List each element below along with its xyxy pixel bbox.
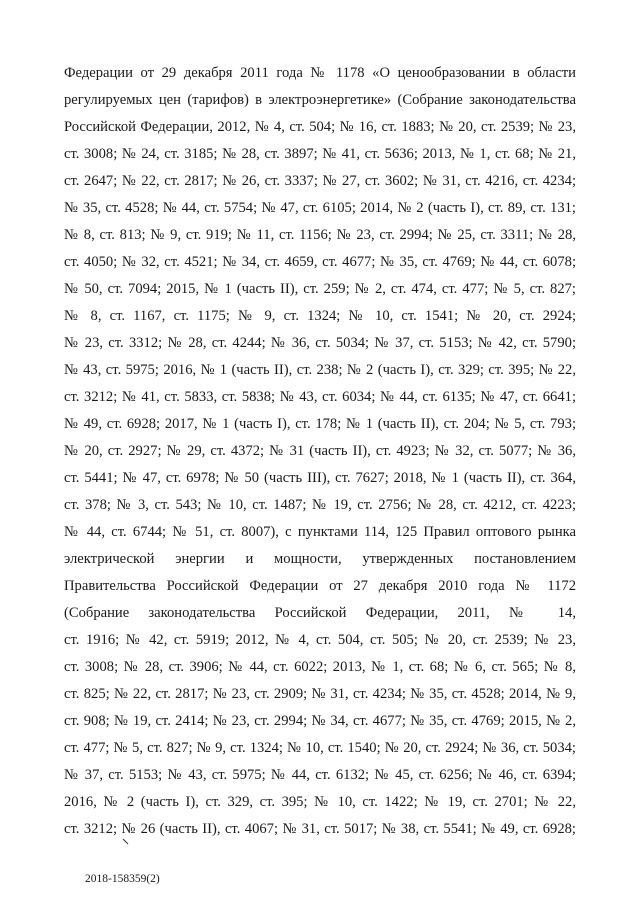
text-line: электрической энергии и мощности, утвержденных постановлением (64, 551, 576, 567)
text-line: № 50, ст. 7094; 2015, № 1 (часть II), ст. 259; № 2, ст. 474, ст. 477; № 5, ст. 827; (64, 281, 576, 297)
text-line: ст. 5441; № 47, ст. 6978; № 50 (часть III), ст. 7627; 2018, № 1 (часть II), ст. 364, (64, 470, 576, 486)
text-line: № 37, ст. 5153; № 43, ст. 5975; № 44, ст. 6132; № 45, ст. 6256; № 46, ст. 6394; (64, 767, 576, 783)
text-line: № 20, ст. 2927; № 29, ст. 4372; № 31 (часть II), ст. 4923; № 32, ст. 5077; № 36, (64, 443, 576, 459)
text-line: № 8, ст. 813; № 9, ст. 919; № 11, ст. 1156; № 23, ст. 2994; № 25, ст. 3311; № 28, (64, 227, 576, 243)
text-line: (Собрание законодательства Российской Федерации, 2011, № 14, (64, 605, 576, 621)
text-line: Российской Федерации, 2012, № 4, ст. 504; № 16, ст. 1883; № 20, ст. 2539; № 23, (64, 119, 576, 135)
text-line: № 8, ст. 1167, ст. 1175; № 9, ст. 1324; № 10, ст. 1541; № 20, ст. 2924; (64, 308, 576, 324)
text-line: № 43, ст. 5975; 2016, № 1 (часть II), ст. 238; № 2 (часть I), ст. 329; ст. 395; № 22, (64, 362, 576, 378)
body-text (64, 60, 576, 843)
text-line: ст. 378; № 3, ст. 543; № 10, ст. 1487; № 19, ст. 2756; № 28, ст. 4212, ст. 4223; (64, 497, 576, 513)
text-line: регулируемых цен (тарифов) в электроэнергетике» (Собрание законодательства (64, 92, 576, 108)
text-line: № 35, ст. 4528; № 44, ст. 5754; № 47, ст. 6105; 2014, № 2 (часть I), ст. 89, ст. 131; (64, 200, 576, 216)
pen-mark (122, 838, 130, 846)
text-line: № 44, ст. 6744; № 51, ст. 8007), с пунктами 114, 125 Правил оптового рынка (64, 524, 576, 540)
text-line: ст. 2647; № 22, ст. 2817; № 26, ст. 3337; № 27, ст. 3602; № 31, ст. 4216, ст. 4234; (64, 173, 576, 189)
text-line: ст. 1916; № 42, ст. 5919; 2012, № 4, ст. 504, ст. 505; № 20, ст. 2539; № 23, (64, 632, 576, 648)
document-number: 2018-158359(2) (85, 873, 160, 885)
text-line: ст. 477; № 5, ст. 827; № 9, ст. 1324; № 10, ст. 1540; № 20, ст. 2924; № 36, ст. 5034; (64, 740, 576, 756)
text-line: 2016, № 2 (часть I), ст. 329, ст. 395; № 10, ст. 1422; № 19, ст. 2701; № 22, (64, 794, 576, 810)
text-line: № 49, ст. 6928; 2017, № 1 (часть I), ст. 178; № 1 (часть II), ст. 204; № 5, ст. 793; (64, 416, 576, 432)
text-line: ст. 4050; № 32, ст. 4521; № 34, ст. 4659, ст. 4677; № 35, ст. 4769; № 44, ст. 6078; (64, 254, 576, 270)
text-line: ст. 825; № 22, ст. 2817; № 23, ст. 2909; № 31, ст. 4234; № 35, ст. 4528; 2014, № 9, (64, 686, 576, 702)
text-line: Правительства Российской Федерации от 27 декабря 2010 года № 1172 (64, 578, 576, 594)
text-line: ст. 3008; № 28, ст. 3906; № 44, ст. 6022; 2013, № 1, ст. 68; № 6, ст. 565; № 8, (64, 659, 576, 675)
text-line: ст. 3212; № 41, ст. 5833, ст. 5838; № 43, ст. 6034; № 44, ст. 6135; № 47, ст. 6641; (64, 389, 576, 405)
text-line: ст. 3008; № 24, ст. 3185; № 28, ст. 3897; № 41, ст. 5636; 2013, № 1, ст. 68; № 21, (64, 146, 576, 162)
text-line: Федерации от 29 декабря 2011 года № 1178 «О ценообразовании в области (64, 65, 576, 81)
text-line: ст. 3212; № 26 (часть II), ст. 4067; № 31, ст. 5017; № 38, ст. 5541; № 49, ст. 6928; (64, 821, 576, 837)
text-line: ст. 908; № 19, ст. 2414; № 23, ст. 2994; № 34, ст. 4677; № 35, ст. 4769; 2015, № 2, (64, 713, 576, 729)
text-line: № 23, ст. 3312; № 28, ст. 4244; № 36, ст. 5034; № 37, ст. 5153; № 42, ст. 5790; (64, 335, 576, 351)
